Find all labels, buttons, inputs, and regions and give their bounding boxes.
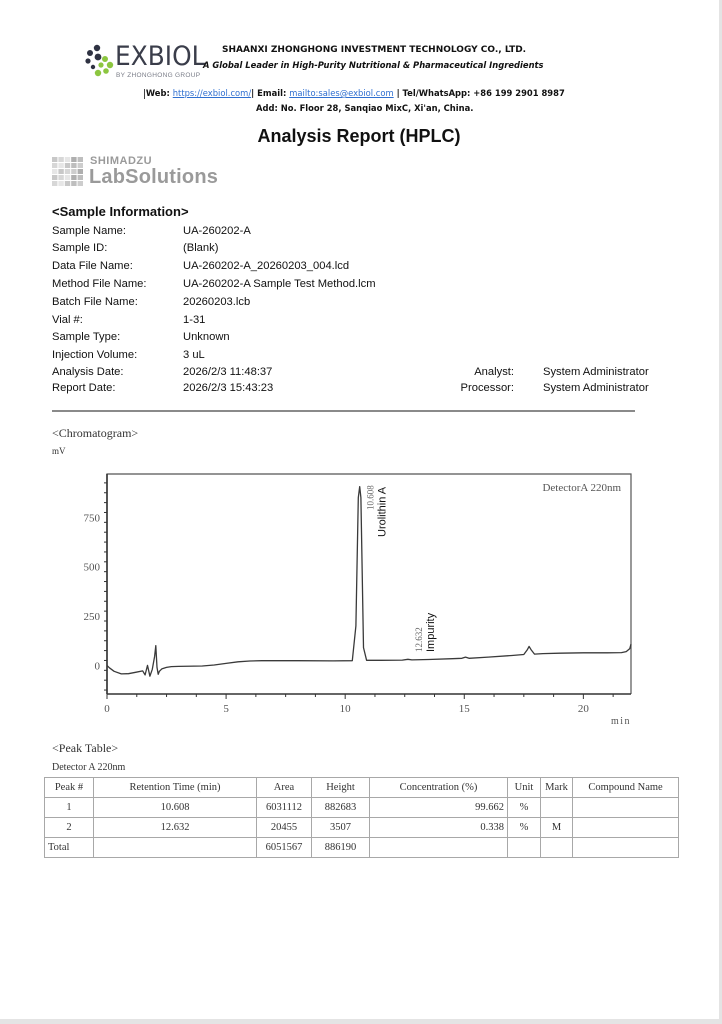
- info-value: UA-260202-A Sample Test Method.lcm: [183, 278, 376, 290]
- cell-concentration: 99.662: [370, 798, 508, 818]
- col-area: Area: [257, 778, 312, 798]
- cell-compound: [573, 818, 679, 838]
- info-label: Injection Volume:: [52, 349, 138, 361]
- info-value: (Blank): [183, 242, 219, 254]
- analyst-label: Analyst:: [474, 366, 514, 378]
- cell-concentration: [370, 838, 508, 858]
- lab-brand: SHIMADZU: [90, 155, 153, 167]
- cell-area: 20455: [257, 818, 312, 838]
- info-value: UA-260202-A_20260203_004.lcd: [183, 260, 350, 272]
- peak-table-header: [45, 778, 679, 798]
- x-tick-label: 20: [577, 703, 589, 715]
- x-tick-label: 0: [104, 703, 110, 715]
- chromatogram-trace: [107, 487, 631, 677]
- info-label: Method File Name:: [52, 278, 147, 290]
- info-label: Report Date:: [52, 382, 116, 394]
- col-peak: Peak #: [45, 778, 94, 798]
- cell-mark: M: [541, 818, 573, 838]
- tel-text: | Tel/WhatsApp: +86 199 2901 8987: [396, 89, 565, 99]
- peak-table: [44, 777, 679, 858]
- sample-info-title: <Sample Information>: [52, 204, 189, 219]
- col-concentration: Concentration (%): [370, 778, 508, 798]
- x-axis-unit: min: [610, 716, 631, 727]
- table-row: [45, 798, 679, 818]
- info-label: Batch File Name:: [52, 296, 138, 308]
- info-value: 1-31: [183, 314, 206, 326]
- peak-rt-label: 12.632: [413, 627, 424, 652]
- cell-unit: [508, 838, 541, 858]
- web-link[interactable]: https://exbiol.com/: [172, 89, 252, 99]
- info-label: Sample Type:: [52, 331, 121, 343]
- lab-product: LabSolutions: [89, 166, 219, 188]
- web-label: Web:: [145, 89, 170, 99]
- info-label: Sample ID:: [52, 242, 108, 254]
- col-unit: Unit: [508, 778, 541, 798]
- company-name: SHAANXI ZHONGHONG INVESTMENT TECHNOLOGY CO., LTD.: [222, 45, 527, 55]
- company-address: Add: No. Floor 28, Sanqiao MixC, Xi'an, China.: [256, 104, 474, 114]
- cell-compound: [573, 798, 679, 818]
- peak-table-detector: Detector A 220nm: [52, 762, 126, 773]
- cell-rt: 10.608: [94, 798, 257, 818]
- email-link[interactable]: mailto:sales@exbiol.com: [289, 89, 394, 99]
- y-tick-label: 0: [94, 660, 100, 673]
- logo-subline: BY ZHONGHONG GROUP: [116, 72, 201, 79]
- col-compound-name: Compound Name: [573, 778, 679, 798]
- cell-area: 6031112: [257, 798, 312, 818]
- cell-concentration: 0.338: [370, 818, 508, 838]
- cell-unit: %: [508, 818, 541, 838]
- cell-total-label: Total: [45, 838, 94, 858]
- info-value: 3 uL: [183, 349, 205, 361]
- company-tagline: A Global Leader in High-Purity Nutritional & Pharmaceutical Ingredients: [203, 61, 544, 71]
- info-label: Sample Name:: [52, 225, 126, 237]
- cell-peak: 1: [45, 798, 94, 818]
- info-value: 2026/2/3 11:48:37: [183, 366, 273, 378]
- email-label: | Email:: [251, 89, 287, 99]
- info-value: Unknown: [183, 331, 230, 343]
- info-value: 20260203.lcb: [183, 296, 251, 308]
- detector-legend: DetectorA 220nm: [542, 482, 621, 494]
- info-label: Data File Name:: [52, 260, 133, 272]
- peak-table-title: <Peak Table>: [52, 741, 119, 755]
- table-total-row: [45, 838, 679, 858]
- processor-value: System Administrator: [543, 382, 649, 394]
- cell-mark: [541, 798, 573, 818]
- cell-unit: %: [508, 798, 541, 818]
- col-retention-time: Retention Time (min): [94, 778, 257, 798]
- cell-rt: 12.632: [94, 818, 257, 838]
- analyst-value: System Administrator: [543, 366, 649, 378]
- info-value: UA-260202-A: [183, 225, 251, 237]
- y-tick-label: 500: [83, 561, 100, 574]
- y-tick-label: 750: [83, 512, 100, 525]
- processor-label: Processor:: [460, 382, 514, 394]
- info-value: 2026/2/3 15:43:23: [183, 382, 274, 394]
- peak-name-label: Impurity: [424, 612, 437, 652]
- cell-height: 3507: [312, 818, 370, 838]
- col-height: Height: [312, 778, 370, 798]
- col-mark: Mark: [541, 778, 573, 798]
- info-label: Analysis Date:: [52, 366, 124, 378]
- y-tick-label: 250: [83, 611, 100, 624]
- cell-mark: [541, 838, 573, 858]
- report-title-text: Analysis Report (HPLC): [257, 126, 461, 146]
- x-tick-label: 10: [339, 703, 351, 715]
- table-row: [45, 818, 679, 838]
- chromatogram-title: <Chromatogram>: [52, 426, 139, 440]
- cell-area: 6051567: [257, 838, 312, 858]
- cell-compound: [573, 838, 679, 858]
- peak-name-label: Urolithin A: [376, 486, 389, 537]
- info-label: Vial #:: [52, 314, 83, 326]
- peak-rt-label: 10.608: [365, 485, 376, 510]
- y-axis-unit: mV: [52, 446, 66, 456]
- x-tick-label: 15: [458, 703, 470, 715]
- x-tick-label: 5: [223, 703, 229, 715]
- logo-wordmark: EXBIOL: [115, 41, 206, 72]
- cell-peak: 2: [45, 818, 94, 838]
- cell-height: 886190: [312, 838, 370, 858]
- cell-rt: [94, 838, 257, 858]
- cell-height: 882683: [312, 798, 370, 818]
